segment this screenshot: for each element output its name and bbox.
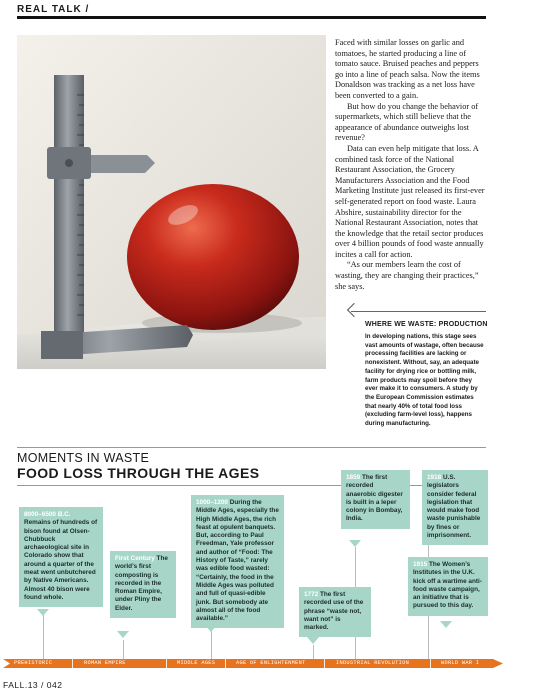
era-label: PREHISTORIC xyxy=(14,660,53,666)
card-year: 1918 xyxy=(427,474,443,481)
section-top-rule xyxy=(17,447,486,448)
card-text: Remains of hundreds of bison found at Olsen-Chubbuck archaeological site in Colorado show that around a quarter of the meat went unbutchered by Native Americans. Almost 40 bison were found whole. xyxy=(24,519,98,601)
timeline-title: FOOD LOSS THROUGH THE AGES xyxy=(17,465,260,481)
card-year: 1000–1200 xyxy=(196,499,230,506)
sidebar-arrow-line xyxy=(351,311,486,312)
card-pointer xyxy=(440,621,452,628)
era-label: INDUSTRIAL REVOLUTION xyxy=(336,660,410,666)
card-pointer xyxy=(205,625,217,632)
timeline-card-middle-ages xyxy=(191,495,284,628)
section-label: REAL TALK / xyxy=(17,4,90,15)
section-title-rule xyxy=(17,485,486,486)
era-divider xyxy=(324,659,325,668)
card-pointer xyxy=(307,637,319,644)
era-divider xyxy=(166,659,167,668)
era-divider xyxy=(430,659,431,668)
era-label: WORLD WAR I xyxy=(441,660,480,666)
timeline-card-1859 xyxy=(341,470,410,529)
timeline-stem xyxy=(211,630,212,659)
card-text: U.S. legislators consider federal legislation that would make food waste punishable by fines or imprisonment. xyxy=(427,474,481,540)
body-paragraph: Faced with similar losses on garlic and tomatoes, he started producing a line of tomato sauce. Bruised peaches and peppers go into a line of peach salsa. Now the items Donaldson was tracking as a net loss have been converted to a gain. xyxy=(335,38,480,100)
era-label: MIDDLE AGES xyxy=(177,660,216,666)
card-pointer xyxy=(117,631,129,638)
card-text: During the Middle Ages, especially the High Middle Ages, the rich feast at opulent banquets. But, according to Paul Freedman, Yale professor and author of “Food: The History of Taste,” rarely was edible food wasted: “Certainly, the food in the Middle Ages was polluted and full of quasi-edible junk. But somebody ate almost all of the food available.” xyxy=(196,499,279,623)
timeline-stem xyxy=(43,610,44,659)
card-year: 1859 xyxy=(346,474,362,481)
body-copy xyxy=(335,38,487,292)
timeline-card-1772 xyxy=(299,587,371,637)
sidebar-title: WHERE WE WASTE: PRODUCTION xyxy=(365,321,488,328)
header-rule xyxy=(17,16,486,19)
body-paragraph: But how do you change the behavior of supermarkets, which still believe that the appearance of abundance outweighs lost revenue? xyxy=(335,101,479,143)
era-label: AGE OF ENLIGHTENMENT xyxy=(236,660,306,666)
card-year: 8000–6500 B.C. xyxy=(24,511,71,518)
timeline-card-first-century xyxy=(110,551,176,618)
card-year: First Century xyxy=(115,555,157,562)
arrow-left-icon xyxy=(347,303,361,317)
card-year: 1772 xyxy=(304,591,320,598)
timeline-card-1918 xyxy=(422,470,488,545)
page-folio: FALL.13 / 042 xyxy=(3,680,63,690)
era-divider xyxy=(72,659,73,668)
photo-illustration xyxy=(17,35,326,369)
card-text: The Women’s Institutes in the U.K. kick off a wartime anti-food waste campaign, an initiative that is pursued to this day. xyxy=(413,561,482,610)
card-pointer xyxy=(422,537,434,544)
body-paragraph: “As our members learn the cost of wasting, they are changing their practices,” she says. xyxy=(335,260,479,291)
timeline-stem xyxy=(123,640,124,659)
sidebar-text: In developing nations, this stage sees vast amounts of wastage, often because processing facilities are lacking or nonexistent. Without, say, an adequate facility for drying rice or bottling milk, farm products may spoil before they ever make it to consumers. A study by the European Commission estimates that nearly 40% of total food loss (excluding farm-level loss), happens during manufacturing. xyxy=(365,333,484,428)
era-divider xyxy=(225,659,226,668)
era-label: ROMAN EMPIRE xyxy=(84,660,126,666)
card-text: The first recorded use of the phrase “waste not, want not” is marked. xyxy=(304,591,364,632)
timeline-card-1915 xyxy=(408,557,488,616)
card-year: 1915 xyxy=(413,561,429,568)
timeline-kicker: MOMENTS IN WASTE xyxy=(17,451,150,465)
timeline-card-prehistoric xyxy=(19,507,103,607)
body-paragraph: Data can even help mitigate that loss. A combined task force of the National Restaurant Association, the Grocery Manufacturers Association and the Food Marketing Institute just released its first-ever self-generated report on food waste. Laura Abshire, sustainability director for the National Restaurant Association, notes that the knowledge that the retail sector produces over 4 billion pounds of food waste annually incites a call for action. xyxy=(335,143,485,259)
card-pointer xyxy=(37,609,49,616)
tomato-caliper-photo xyxy=(17,35,326,369)
card-pointer xyxy=(349,540,361,547)
card-text: The world’s first composting is recorded in the Roman Empire, under Pliny the Elder. xyxy=(115,555,168,612)
timeline-stem xyxy=(313,645,314,659)
card-text: The first recorded anaerobic digester is built in a leper colony in Bombay, India. xyxy=(346,474,403,523)
